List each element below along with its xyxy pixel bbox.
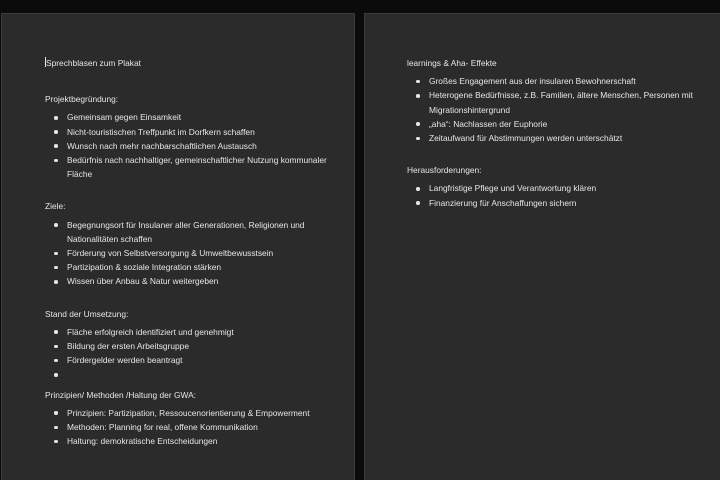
section-heading: Prinzipien/ Methoden /Haltung der GWA: (45, 389, 196, 400)
section-heading: Herausforderungen: (407, 165, 482, 176)
section-heading: Ziele: (45, 201, 66, 212)
list-item: Begegnungsort für Insulaner aller Generationen, Religionen und Nationalitäten schaffen (67, 218, 335, 246)
bullet-list (407, 181, 697, 209)
list-item: Partizipation & soziale Integration stärken (67, 260, 335, 274)
bullet-list (45, 110, 335, 181)
list-item: Prinzipien: Partizipation, Ressoucenorientierung & Empowerment (67, 406, 335, 420)
list-item: „aha“: Nachlassen der Euphorie (429, 117, 697, 131)
list-item: Bildung der ersten Arbeitsgruppe (67, 339, 335, 353)
document-page-right[interactable] (364, 13, 720, 480)
document-page-left[interactable] (1, 13, 355, 480)
document-title[interactable] (45, 56, 335, 70)
section-heading: Projektbegründung: (45, 94, 119, 105)
empty-list-item[interactable] (67, 367, 335, 381)
bullet-list (45, 325, 335, 382)
bullet-list (45, 218, 335, 289)
list-item: Bedürfnis nach nachhaltiger, gemeinschaftlicher Nutzung kommunaler Fläche (67, 153, 335, 181)
list-item: Methoden: Planning for real, offene Kommunikation (67, 420, 335, 434)
page-content (407, 56, 697, 228)
list-item: Förderung von Selbstversorgung & Umweltbewusstsein (67, 246, 335, 260)
list-item: Zeitaufwand für Abstimmungen werden unterschätzt (429, 131, 697, 145)
page-content (45, 56, 335, 466)
list-item: Fördergelder werden beantragt (67, 353, 335, 367)
list-item: Fläche erfolgreich identifiziert und genehmigt (67, 325, 335, 339)
list-item: Heterogene Bedürfnisse, z.B. Familien, ältere Menschen, Personen mit Migrationshintergrund (429, 88, 697, 116)
list-item: Wissen über Anbau & Natur weitergeben (67, 274, 335, 288)
section-learnings (407, 56, 697, 145)
section-herausforderungen (407, 163, 697, 210)
section-prinzipien (45, 388, 335, 449)
section-heading: Stand der Umsetzung: (45, 308, 129, 319)
title-first-letter: S (46, 58, 52, 68)
bullet-list (45, 406, 335, 449)
list-item: Finanzierung für Anschaffungen sichern (429, 196, 697, 210)
title-text: prechblasen zum Plakat (51, 58, 141, 68)
list-item: Wunsch nach mehr nachbarschaftlichen Austausch (67, 139, 335, 153)
section-stand-der-umsetzung (45, 307, 335, 382)
list-item: Langfristige Pflege und Verantwortung klären (429, 181, 697, 195)
bullet-list (407, 74, 697, 145)
list-item: Nicht-touristischen Treffpunkt im Dorfkern schaffen (67, 125, 335, 139)
section-ziele (45, 199, 335, 288)
section-heading: learnings & Aha- Effekte (407, 58, 497, 68)
section-projektbegruendung (45, 92, 335, 181)
list-item: Gemeinsam gegen Einsamkeit (67, 110, 335, 124)
list-item: Haltung: demokratische Entscheidungen (67, 434, 335, 448)
list-item: Großes Engagement aus der insularen Bewohnerschaft (429, 74, 697, 88)
